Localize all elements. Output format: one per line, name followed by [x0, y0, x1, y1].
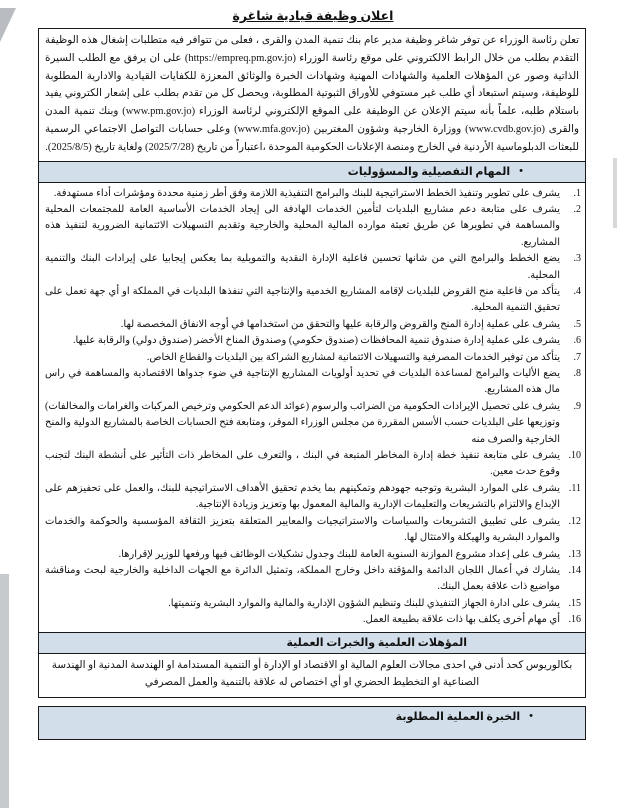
- task-text: يشرف على تطوير وتنفيذ الخطط الاستراتيجية للبنك والبرامج التنفيذية اللازمة وفق أطر زمنية محددة ومؤشرات أداء مستهدفة.: [53, 187, 560, 199]
- section-header-qualifications-label: المؤهلات العلمية والخبرات العملية: [286, 636, 467, 649]
- task-text: يشرف على الموارد البشرية وتوجيه جهودهم وتمكينهم بما يخدم تحقيق الأهداف الاستراتيجية للبنك، والعمل على تحفيزهم على الإبداع والالتزام بالتشريعات والتعليمات الإدارية والمالية المعمول بها وتعزيز وزيادة الإنتاجية.: [45, 482, 560, 511]
- task-item: [44, 251, 581, 284]
- task-number: 8.: [573, 368, 581, 380]
- task-text: يشرف على متابعة دعم مشاريع البلديات لتأمين الخدمات الهادفة الى إيجاد الخدمات الأساسية العامة للمجتمعات المحلية والمساهمة في تطويرها عن طريق تعبئة موارده المالية المحلية والخارجية وتقديم التسهيلات الائتمانية الضرورية لتنفيذ هذه المشاريع.: [45, 203, 560, 248]
- task-item: [44, 563, 581, 596]
- task-text: يشرف على إعداد مشروع الموازنة السنوية العامة للبنك وجدول تشكيلات الوظائف فيها ورفعها للوزير لإقرارها.: [118, 548, 560, 560]
- bullet-icon: •: [529, 709, 533, 722]
- section-header-experience-label: الخبرة العملية المطلوبة: [395, 710, 521, 723]
- task-text: يضع الأليات والبرامج لمساعدة البلديات في تحديد أولويات المشاريع الإنتاجية في ضوء جدواها الاقتصادية والمساهمة في راس مال هذه المشاريع.: [45, 368, 560, 396]
- tasks-list: [38, 182, 586, 633]
- task-item: [44, 333, 581, 349]
- document-title: اعلان وظيفة قيادية شاغرة: [232, 9, 394, 23]
- section-header-tasks: [38, 161, 586, 183]
- task-number: 3.: [573, 253, 581, 265]
- task-item: [44, 612, 581, 628]
- document-page: [0, 8, 617, 808]
- task-text: يشرف على تحصيل الإيرادات الحكومية من الضرائب والرسوم (عوائد الدعم الحكومي وترخيص المركبات والغرامات والمخالفات) وتوزيعها على البلديات حسب الأسس المقررة من مجلس الوزراء الموقر، ومتابعة فتح الحسابات الخاصة بالمشاريع الدولية والمنح الخارجية والصرف منه: [45, 400, 560, 445]
- intro-paragraph: تعلن رئاسة الوزراء عن توفر شاغر وظيفة مدير عام بنك تنمية المدن والقرى ، فعلى من تتوافر فيه متطلبات إشغال هذه الوظيفة التقدم بطلب من خلال الرابط الالكتروني على موقع رئاسة الوزراء (https://empreq.pm.gov.jo) على ان يرفق مع الطلب السيرة الذاتية وصور عن المؤهلات العلمية والشهادات المهنية وشهادات الخبرة والوثائق المعززة للكفايات القيادية والادارية المطلوبة للوظيفة، وسيتم استبعاد أي طلب غير مستوفي للأوراق الثبوتية المطلوبة، ويحصل كل من تقدم بطلب على إشعار الكتروني يفيد باستلام طلبه، علماً بأنه سيتم الإعلان عن الوظيفة على الموقع الإلكتروني لرئاسة الوزراء (www.pm.gov.jo) وبنك تنمية المدن والقرى (www.cvdb.gov.jo) ووزارة الخارجية وشؤون المغتربين (www.mfa.gov.jo) وعلى حسابات التواصل الاجتماعي الرسمية للبعثات الدبلوماسية الأردنية في الخارج ومنصة الإعلانات الحكومية الموحدة ،اعتباراً من تاريخ (2025/7/28) ولغاية تاريخ (2025/8/5).: [38, 28, 586, 162]
- task-text: يشرف على عملية إدارة المنح والقروض والرقابة عليها والتحقق من استخدامها في أوجه الانفاق المخصصة لها.: [120, 318, 560, 330]
- task-text: يشرف على ادارة الجهاز التنفيذي للبنك وتنظيم الشؤون الإدارية والمالية والموارد البشرية وتنميتها.: [168, 597, 560, 609]
- document-body: [38, 28, 586, 740]
- task-number: 9.: [573, 400, 581, 412]
- section-header-experience: [38, 706, 586, 740]
- task-number: 7.: [573, 351, 581, 363]
- task-number: 11.: [568, 482, 581, 494]
- task-text: أي مهام أخرى يكلف بها ذات علاقة بطبيعة العمل.: [363, 614, 560, 626]
- scan-artifact-left-edge: [0, 574, 9, 808]
- task-item: [44, 366, 581, 399]
- task-item: [44, 448, 581, 481]
- section-header-qualifications: [38, 632, 586, 654]
- task-item: [44, 547, 581, 563]
- scan-artifact-right-edge: [613, 158, 617, 228]
- bullet-icon: •: [519, 164, 523, 177]
- task-item: [44, 317, 581, 333]
- scan-artifact-top-left: [0, 8, 16, 42]
- task-number: 2.: [573, 203, 581, 215]
- task-text: يشارك في أعمال اللجان الدائمة والمؤقتة داخل وخارج المملكة، وتمثيل الدائرة مع الجهات الداخلية والخارجية لبحث ومناقشة مواضيع ذات علاقة بعمل البنك.: [45, 564, 560, 593]
- task-item: [44, 186, 581, 202]
- task-number: 12.: [568, 515, 581, 527]
- task-item: [44, 202, 581, 251]
- task-text: يتأكد من فاعلية منح القروض للبلديات لإقامه المشاريع الخدمية والإنتاجية التي تنفذها البلديات في المملكة او أي جهة تعمل على تحقيق التنمية المحلية.: [45, 286, 560, 314]
- task-item: [44, 596, 581, 612]
- task-item: [44, 481, 581, 514]
- section-header-tasks-label: المهام التفصيلية والمسؤوليات: [347, 165, 511, 178]
- task-item: [44, 284, 581, 317]
- task-text: يشرف على تطبيق التشريعات والسياسات والاستراتيجيات والمعايير المتعلقة بتعزيز الثقافة المؤسسية والحوكمة والخدمات والموارد البشرية والهيكلة والامتثال لها.: [45, 515, 560, 544]
- task-number: 13.: [568, 548, 581, 560]
- task-text: يتأكد من توفير الخدمات المصرفية والتسهيلات الائتمانية لمشاريع الشراكة بين البلديات والقطاع الخاص.: [146, 351, 560, 363]
- task-item: [44, 350, 581, 366]
- task-item: [44, 514, 581, 547]
- task-number: 14.: [568, 564, 581, 576]
- task-number: 5.: [573, 318, 581, 330]
- task-number: 1.: [573, 187, 581, 199]
- task-text: يضع الخطط والبرامج التي من شانها تحسين فاعلية الإدارة النقدية والتمويلية بما يعكس إيجابيا على إيرادات البنك والتنمية المحلية.: [45, 253, 560, 281]
- task-number: 10.: [568, 450, 581, 462]
- task-number: 6.: [573, 335, 581, 347]
- task-number: 15.: [568, 597, 581, 609]
- task-number: 16.: [568, 614, 581, 626]
- task-text: يشرف على متابعة تنفيذ خطة إدارة المخاطر المتبعة في البنك ، والتعرف على المخاطر ذات التأثير على أنشطة البنك لتجنب وقوع حدث معين.: [45, 450, 560, 478]
- task-text: يشرف على عملية إدارة صندوق تنمية المحافظات (صندوق حكومي) وصندوق المناخ الأخضر (صندوق دولي) والرقابة عليها.: [72, 335, 560, 347]
- task-item: [44, 399, 581, 448]
- task-number: 4.: [573, 286, 581, 298]
- qualifications-text: بكالوريوس كحد أدنى في احدى مجالات العلوم المالية او الاقتصاد او الإدارة أو التنمية المستدامة او الهندسة المدنية او الهندسة الصناعية او التخطيط الحضري او أي اختصاص له علاقة بالتنمية والعمل المصرفي: [38, 653, 586, 698]
